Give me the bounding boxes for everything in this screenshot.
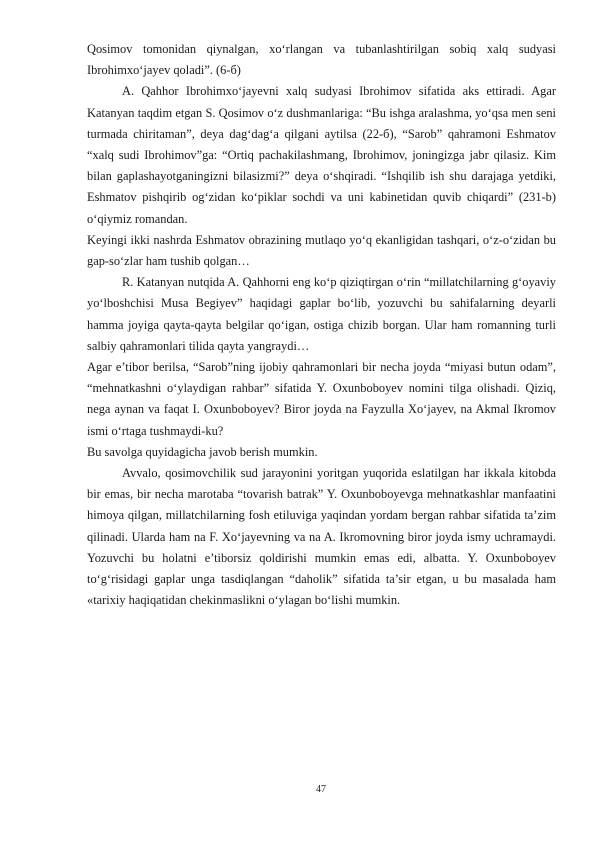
paragraph-5: Agar e’tibor berilsa, “Sarob”ning ijobiy qahramonlari bir necha joyda “miyasi butun odam”, “mehnatkashni o‘ylaydigan rahbar” sifatida Y. Oxunboboyev nomini tilga olishadi. Qiziq, nega aynan va faqat I. Oxunboboyev? Biror joyda na Fayzulla Xo‘jayev, na Akmal Ikromov ismi o‘rtaga tushmaydi-ku? [87, 360, 556, 438]
paragraph-4: R. Katanyan nutqida A. Qahhorni eng ko‘p qiziqtirgan o‘rin “millatchilarning g‘oyaviy yo‘lboshchisi Musa Begiyev” haqidagi gaplar bo‘lib, yozuvchi bu sahifalarning deyarli hamma joyiga qayta-qayta belgilar qo‘igan, ostiga chizib borgan. Ular ham romanning turli salbiy qahramonlari tilida qayta yangraydi… [87, 275, 556, 353]
document-body [87, 39, 556, 611]
paragraph-1: Qosimov tomonidan qiynalgan, xo‘rlangan va tubanlashtirilgan sobiq xalq sudyasi Ibrohimxo‘jayev qoladi”. (6-б) [87, 42, 556, 78]
paragraph-2: A. Qahhor Ibrohimxo‘jayevni xalq sudyasi Ibrohimov sifatida aks ettiradi. Agar Katanyan taqdim etgan S. Qosimov o‘z dushmanlariga: “Bu ishga aralashma, yo‘qsa men seni turmada chiritaman”, deya dag‘dag‘a qilgani aytilsa (22-б), “Sarob” qahramoni Eshmatov “xalq sudi Ibrohimov”ga: “Ortiq pachakilashmang, Ibrohimov, joningizga jabr qilasiz. Kim bilan gaplashayotganingizni bilasizmi?” deya o‘shqiradi. “Ishqilib ish shu darajaga yetdiki, Eshmatov pishqirib og‘zidan ko‘piklar sochdi va uni kabinetidan quvib chiqardi” (231-b) o‘qiymiz romandan. [87, 84, 556, 226]
paragraph-3: Keyingi ikki nashrda Eshmatov obrazining mutlaqo yo‘q ekanligidan tashqari, o‘z-o‘zidan bu gap-so‘zlar ham tushib qolgan… [87, 232, 556, 269]
paragraph-6: Bu savolga quyidagicha javob berish mumkin. [87, 444, 318, 459]
paragraph-7: Avvalo, qosimovchilik sud jarayonini yoritgan yuqorida eslatilgan har ikkala kitobda bir emas, bir necha marotaba “tovarish batrak” Y. Oxunboboyevga mehnatkashlar manfaatini himoya qilgan, millatchilarning fosh etiluviga yaqindan yordam bergan rahbar sifatida ta’zim qilinadi. Ularda ham na F. Xo‘jayevning va na A. Ikromovning biror joyda ismy uchramaydi. Yozuvchi bu holatni e’tiborsiz qoldirishi mumkin emas edi, albatta. Y. Oxunboboyev to‘g‘risidagi gaplar unga tasdiqlangan “daholik” sifatida ta’sir etgan, u bu masalada ham «tarixiy haqiqatidan chekinmaslikni o‘ylagan bo‘lishi mumkin. [87, 466, 556, 608]
page-number: 47 [316, 784, 326, 795]
